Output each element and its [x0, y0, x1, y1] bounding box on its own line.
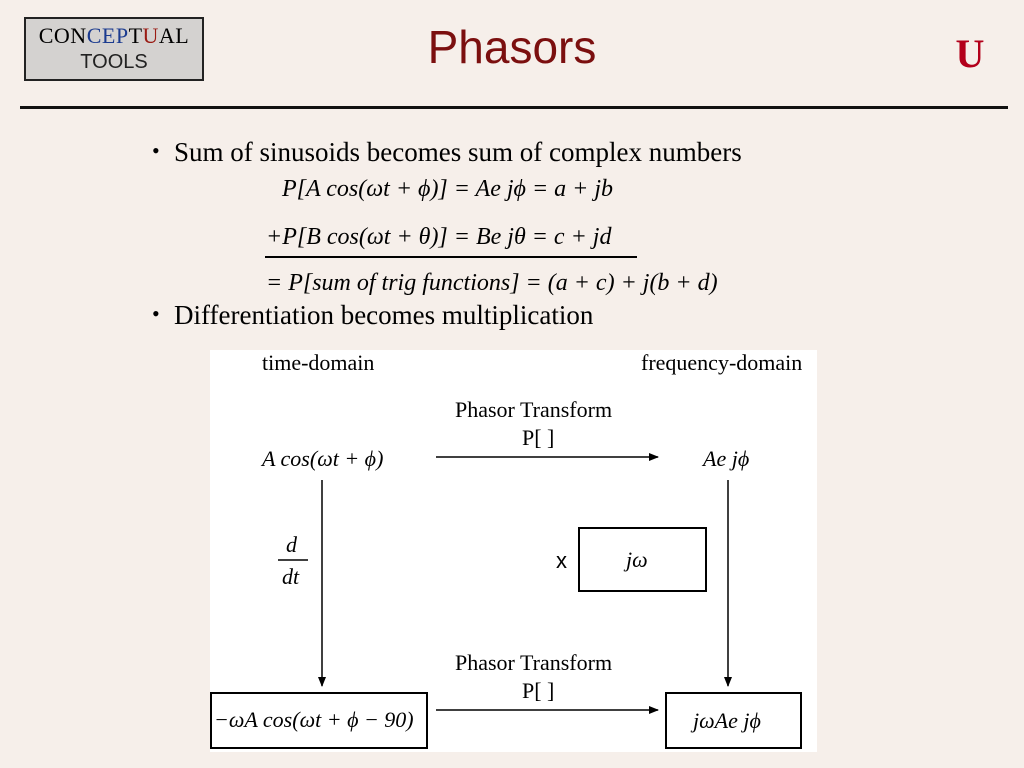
- bullet-icon: •: [152, 138, 160, 163]
- frequency-domain-label: frequency-domain: [641, 350, 803, 375]
- bottom-transform-label: Phasor Transform: [455, 650, 613, 675]
- derivative-denominator: dt: [282, 564, 300, 589]
- equation-sum-line: [265, 256, 637, 258]
- svg-text:U: U: [955, 34, 985, 74]
- freq-result-expression: jωAe jϕ: [693, 708, 761, 733]
- equation-line-2: +P[B cos(ωt + θ)] = Be jθ = c + jd: [266, 224, 612, 250]
- time-domain-label: time-domain: [262, 350, 375, 375]
- equation-line-1: P[A cos(ωt + ϕ)] = Ae jϕ = a + jb: [282, 176, 613, 202]
- badge-title: CONCEPTUAL: [38, 23, 190, 48]
- multiply-sign: x: [556, 548, 567, 573]
- bottom-transform-operator: P[ ]: [522, 678, 555, 703]
- university-logo: [950, 34, 990, 74]
- title-divider: [20, 106, 1008, 109]
- multiplier-expression: jω: [626, 547, 648, 572]
- bullet-text: Differentiation becomes multiplication: [174, 300, 594, 330]
- freq-domain-expression: Ae jϕ: [703, 446, 750, 471]
- multiplier-box: [578, 527, 707, 592]
- top-transform-operator: P[ ]: [522, 425, 555, 450]
- time-result-expression: −ωA cos(ωt + ϕ − 90): [214, 707, 414, 732]
- time-domain-expression: A cos(ωt + ϕ): [262, 446, 384, 471]
- freq-result-box: [665, 692, 802, 749]
- slide-title: Phasors: [427, 21, 597, 73]
- bullet-2: [152, 300, 593, 331]
- bullet-1: [152, 137, 742, 168]
- bullet-text: Sum of sinusoids becomes sum of complex numbers: [174, 137, 742, 167]
- equation-line-3: = P[sum of trig functions] = (a + c) + j(b + d): [266, 270, 718, 296]
- derivative-numerator: d: [286, 532, 297, 557]
- top-transform-label: Phasor Transform: [455, 397, 613, 422]
- badge-subtitle: TOOLS: [80, 51, 148, 73]
- phasor-transform-diagram: [210, 350, 817, 752]
- bullet-icon: •: [152, 301, 160, 326]
- time-result-box: [210, 692, 428, 749]
